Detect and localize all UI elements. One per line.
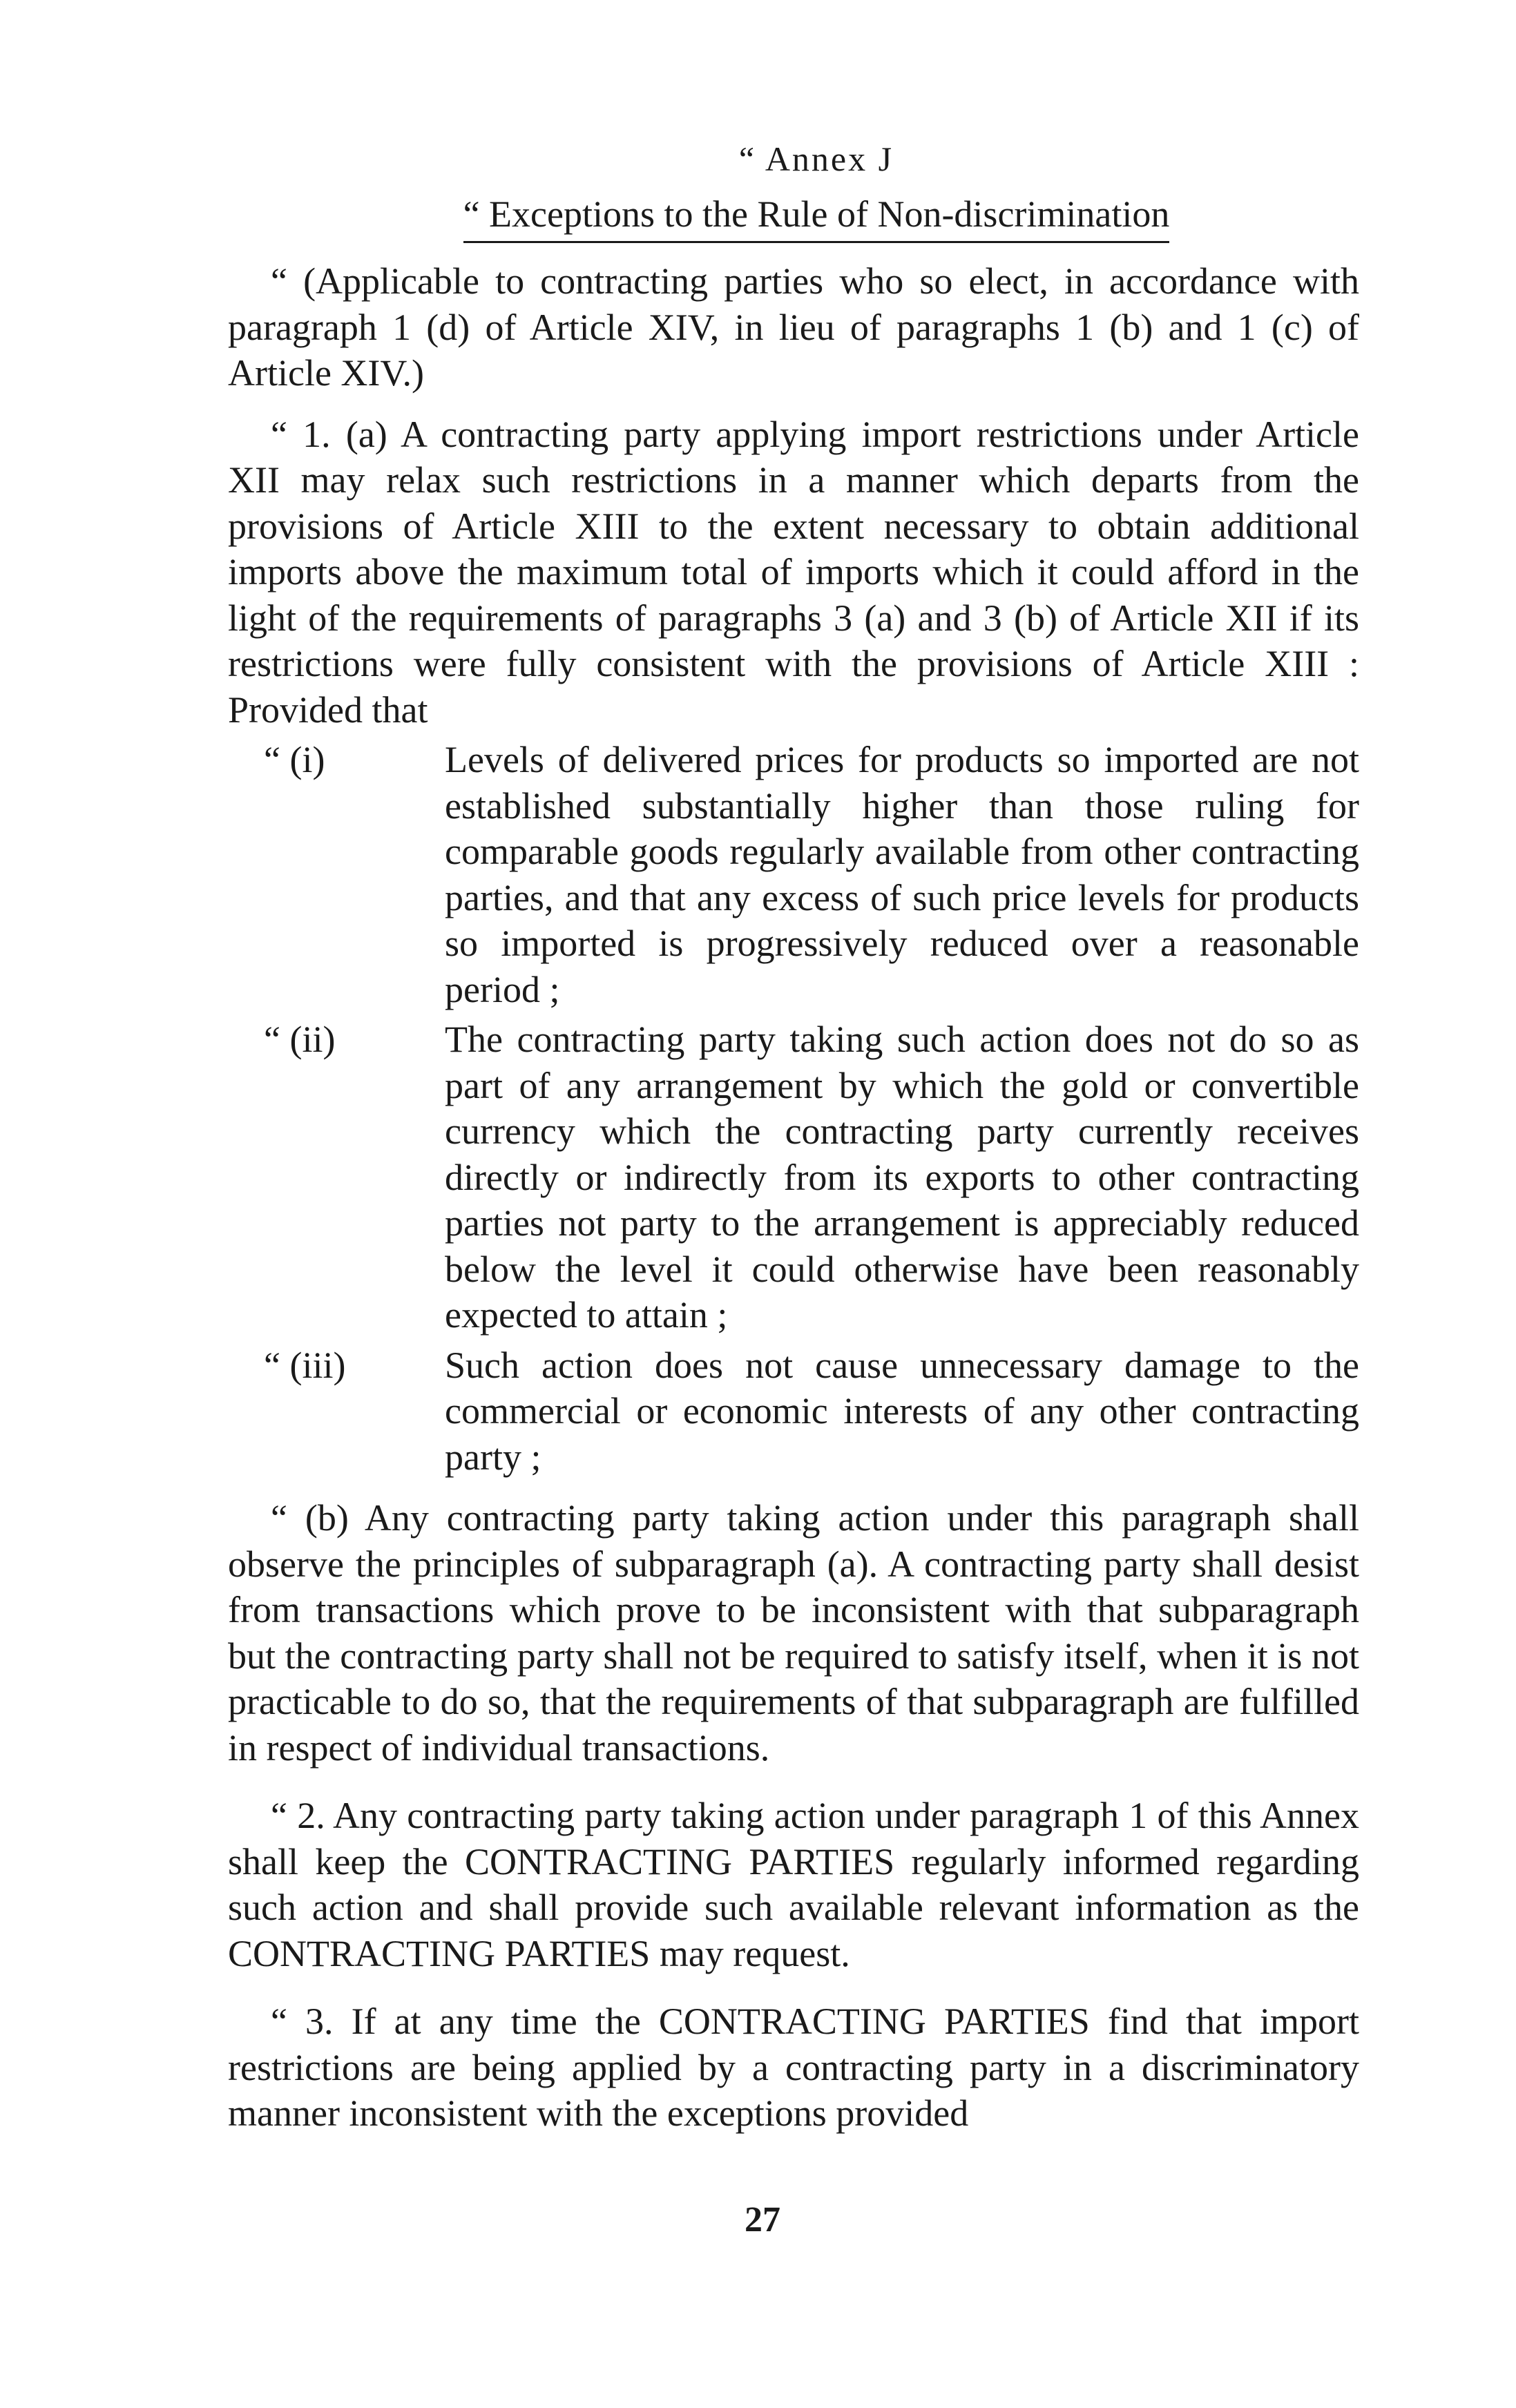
list-item-text: The contracting party taking such action does not do so as part of any arrangement by which the gold or convertible currency which the contracting party currently receives directly or indirectly from its exports to other contracting parties not party to the arrangement is appreciably reduced below the level it could otherwise have been reasonably expected to attain ; [445,1019,1359,1336]
intro-paragraph: “ (Applicable to contracting parties who so elect, in accordance with paragraph 1 (d) of Article XIV, in lieu of paragraphs 1 (b) and 1 (c) of Article XIV.) [228,260,1359,394]
list-item-iii [264,1342,1359,1481]
annex-title-text: “ Exceptions to the Rule of Non-discrimination [463,190,1170,243]
list-item-number: “ (iii) [264,1344,346,1386]
paragraph-3: “ 3. If at any time the CONTRACTING PARTIES find that import restrictions are being applied by a contracting party in a discriminatory manner inconsistent with the exceptions provided [228,2001,1359,2134]
paragraph-1b: “ (b) Any contracting party taking action under this paragraph shall observe the principles of subparagraph (a). A contracting party shall desist from transactions which prove to be inconsistent with that subparagraph but the contracting party shall not be required to satisfy itself, when it is not practicable to do so, that the requirements of that subparagraph are fulfilled in respect of individual transactions. [228,1497,1359,1769]
list-item-text: Such action does not cause unnecessary damage to the commercial or economic interests of any other contracting party ; [445,1344,1359,1478]
annex-heading: “ Annex J [738,139,894,178]
annex-title [274,190,1359,243]
list-item-number: “ (i) [264,739,325,780]
document-page [228,128,1359,2137]
list-item-i [264,737,1359,1012]
paragraph-1a: “ 1. (a) A contracting party applying import restrictions under Article XII may relax such restrictions in a manner which departs from the provisions of Article XIII to the extent necessary to obtain additional imports above the maximum total of imports which it could afford in the light of the requirements of paragraphs 3 (a) and 3 (b) of Article XII if its restrictions were fully consistent with the provisions of Article XIII : Provided that [228,413,1359,731]
list-item-number: “ (ii) [264,1019,336,1060]
page-number: 27 [745,2200,780,2240]
paragraph-2: “ 2. Any contracting party taking action under paragraph 1 of this Annex shall keep the CONTRACTING PARTIES regularly informed regarding such action and shall provide such available relevant information as the CONTRACTING PARTIES may request. [228,1795,1359,1974]
list-item-text: Levels of delivered prices for products so imported are not established substantially higher than those ruling for comparable goods regularly available from other contracting parties, and that any excess of such price levels for products so imported is progressively reduced over a reasonable period ; [445,739,1359,1010]
list-item-ii [264,1017,1359,1338]
